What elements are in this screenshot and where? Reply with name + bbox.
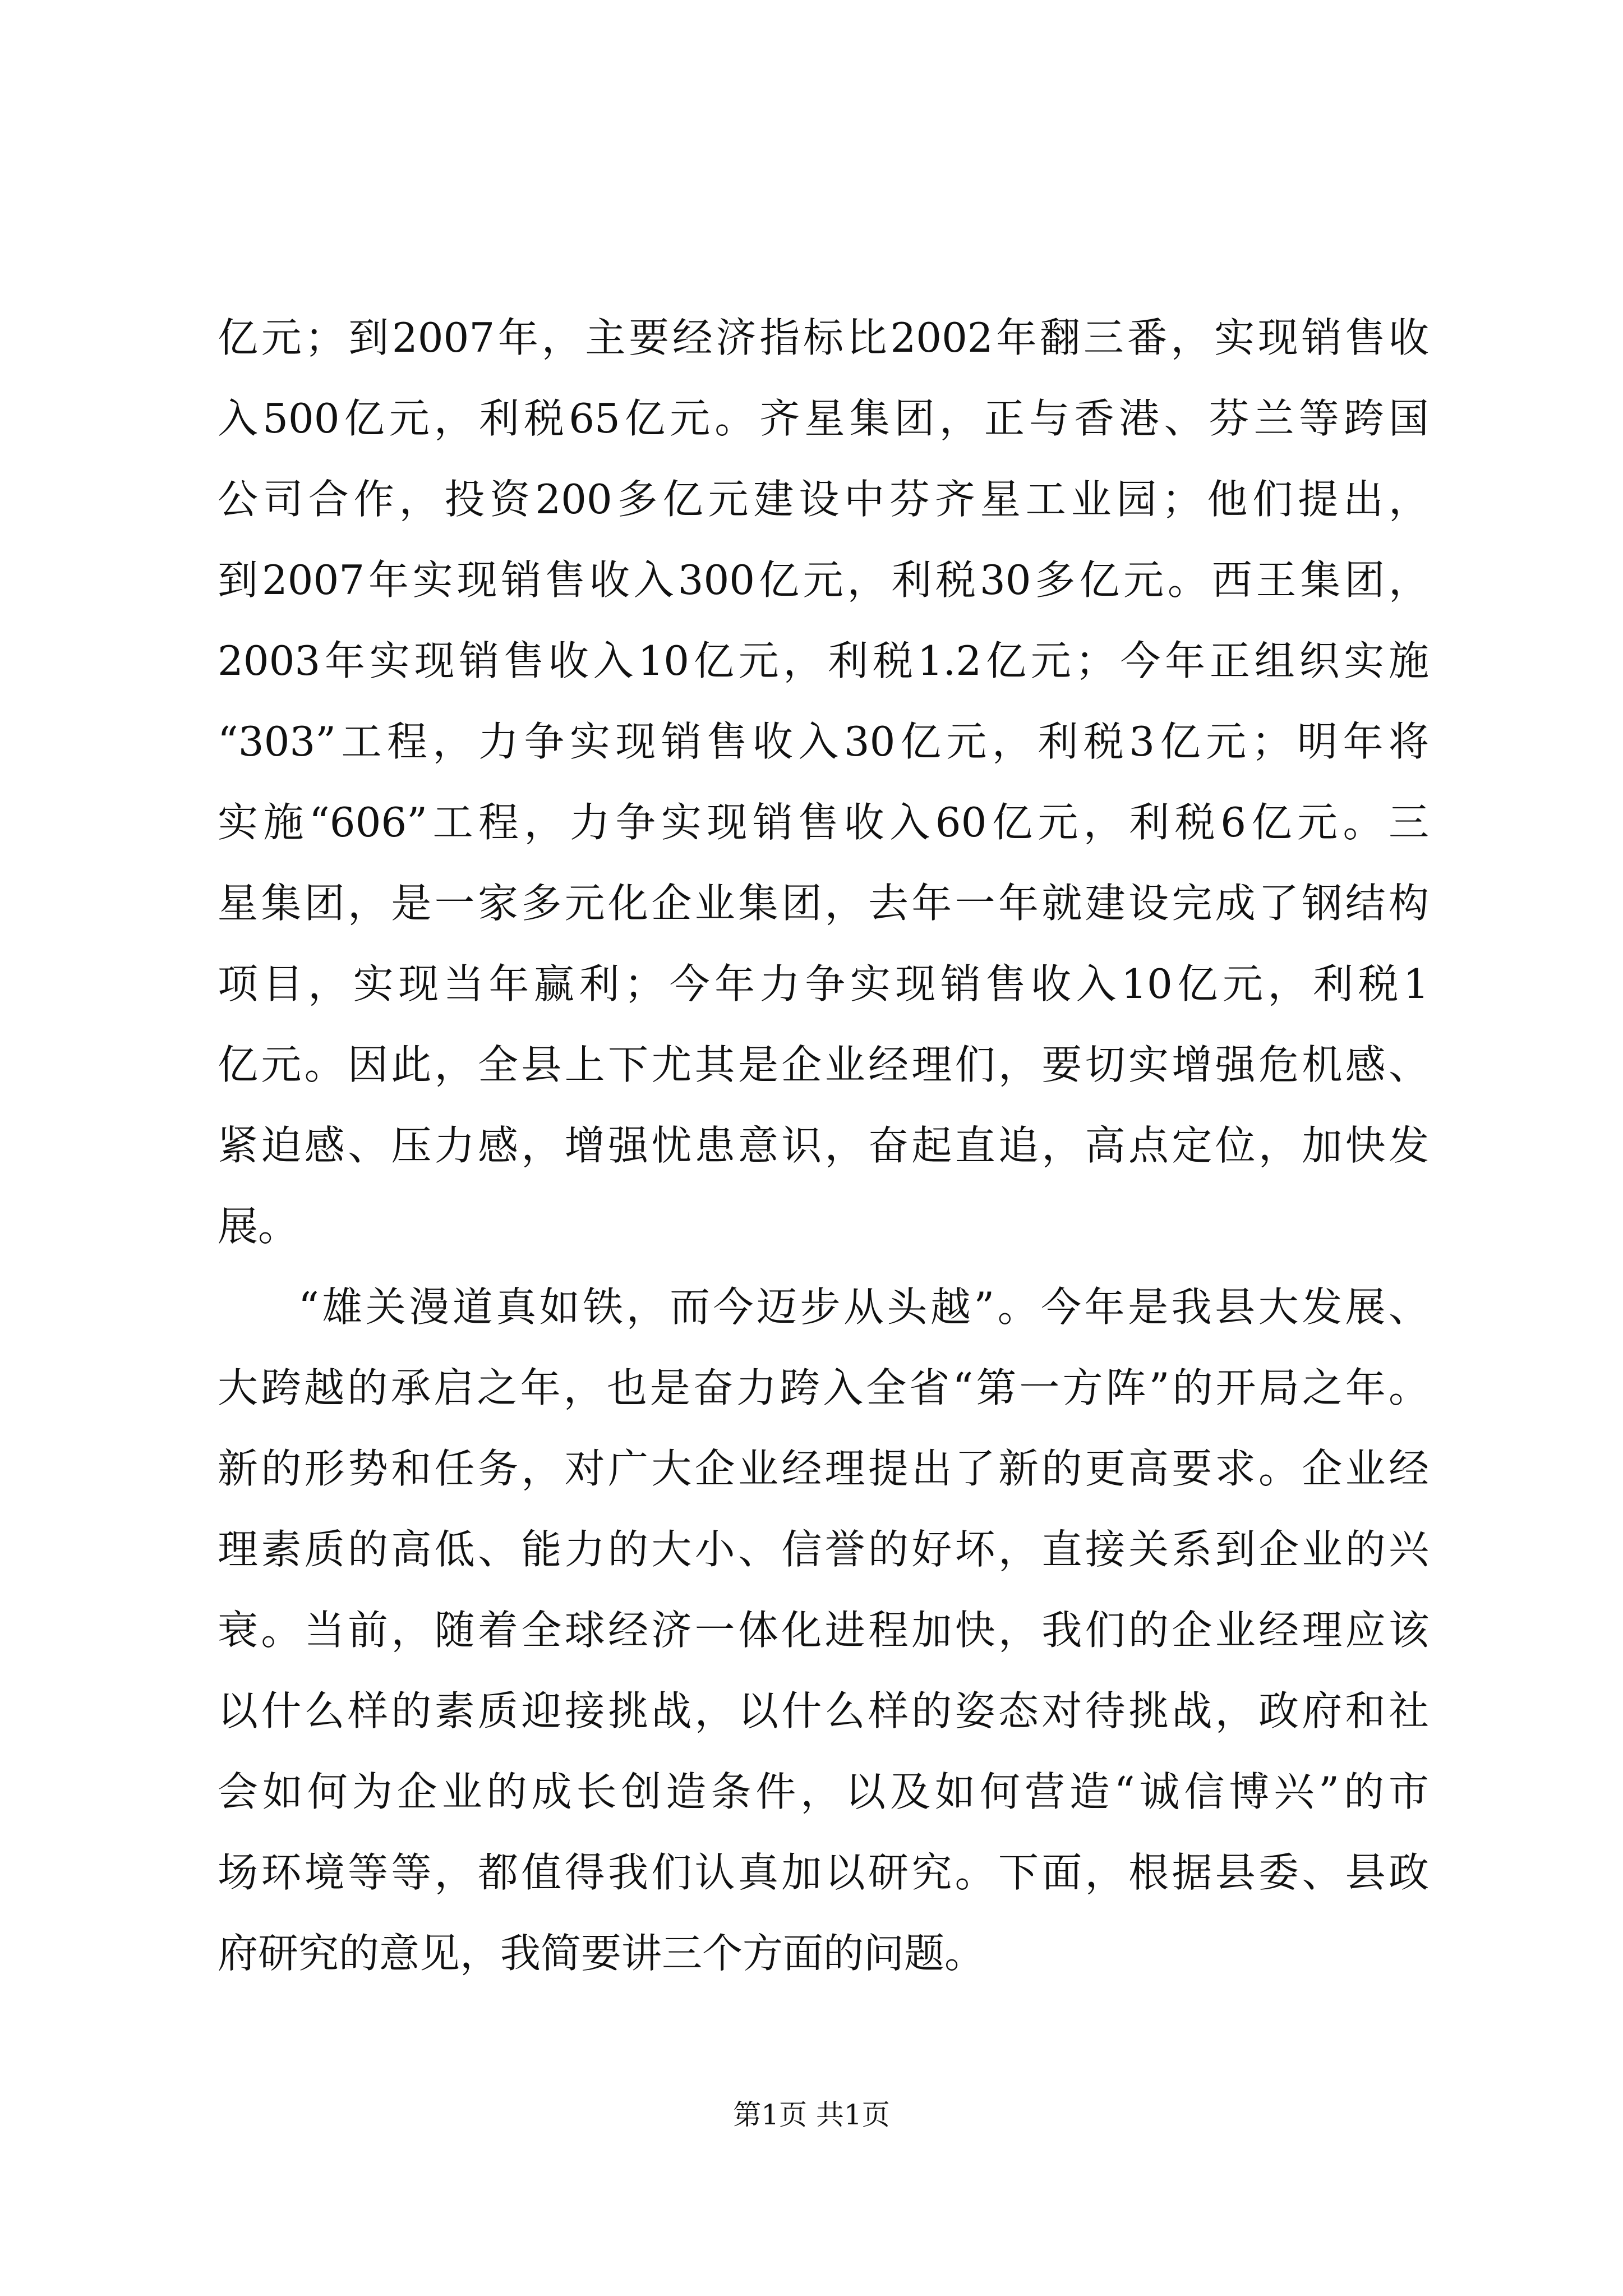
paragraph-2-line-7: 会如何为企业的成长创造条件，以及如何营造“诚信博兴”的市 <box>218 1768 1429 1815</box>
paragraph-1-line-4: 到2007年实现销售收入300亿元，利税30多亿元。西王集团， <box>218 556 1429 604</box>
paragraph-2-line-6: 以什么样的素质迎接挑战，以什么样的姿态对待挑战，政府和社 <box>218 1687 1429 1734</box>
page-number-footer: 第1页 共1页 <box>733 2099 890 2131</box>
paragraph-2-line-1: “雄关漫道真如铁，而今迈步从头越”。今年是我县大发展、 <box>298 1283 1429 1331</box>
paragraph-1-line-3: 公司合作，投资200多亿元建设中芬齐星工业园；他们提出， <box>218 476 1429 523</box>
paragraph-1-line-9: 项目，实现当年赢利；今年力争实现销售收入10亿元，利税1 <box>218 960 1429 1007</box>
paragraph-1-line-8: 星集团，是一家多元化企业集团，去年一年就建设完成了钢结构 <box>218 880 1429 927</box>
paragraph-2-line-3: 新的形势和任务，对广大企业经理提出了新的更高要求。企业经 <box>218 1445 1429 1492</box>
paragraph-1-line-7: 实施“606”工程，力争实现销售收入60亿元，利税6亿元。三 <box>218 799 1429 846</box>
paragraph-1-line-2: 入500亿元，利税65亿元。齐星集团，正与香港、芬兰等跨国 <box>218 395 1429 442</box>
paragraph-2-line-9: 府研究的意见，我简要讲三个方面的问题。 <box>218 1930 985 1977</box>
document-body <box>218 297 1429 1994</box>
paragraph-1-line-11: 紧迫感、压力感，增强忧患意识，奋起直追，高点定位，加快发 <box>218 1122 1429 1169</box>
paragraph-2-line-5: 衰。当前，随着全球经济一体化进程加快，我们的企业经理应该 <box>218 1607 1429 1654</box>
paragraph-2-line-8: 场环境等等，都值得我们认真加以研究。下面，根据县委、县政 <box>218 1849 1429 1896</box>
paragraph-1-line-1: 亿元；到2007年，主要经济指标比2002年翻三番，实现销售收 <box>218 314 1429 361</box>
paragraph-2-line-4: 理素质的高低、能力的大小、信誉的好坏，直接关系到企业的兴 <box>218 1526 1429 1573</box>
paragraph-1-line-6: “303”工程，力争实现销售收入30亿元，利税3亿元；明年将 <box>218 718 1429 765</box>
paragraph-1-line-12: 展。 <box>218 1203 299 1250</box>
paragraph-1-line-5: 2003年实现销售收入10亿元，利税1.2亿元；今年正组织实施 <box>218 637 1429 684</box>
paragraph-1-line-10: 亿元。因此，全县上下尤其是企业经理们，要切实增强危机感、 <box>218 1041 1429 1088</box>
paragraph-2-line-2: 大跨越的承启之年，也是奋力跨入全省“第一方阵”的开局之年。 <box>218 1364 1429 1411</box>
